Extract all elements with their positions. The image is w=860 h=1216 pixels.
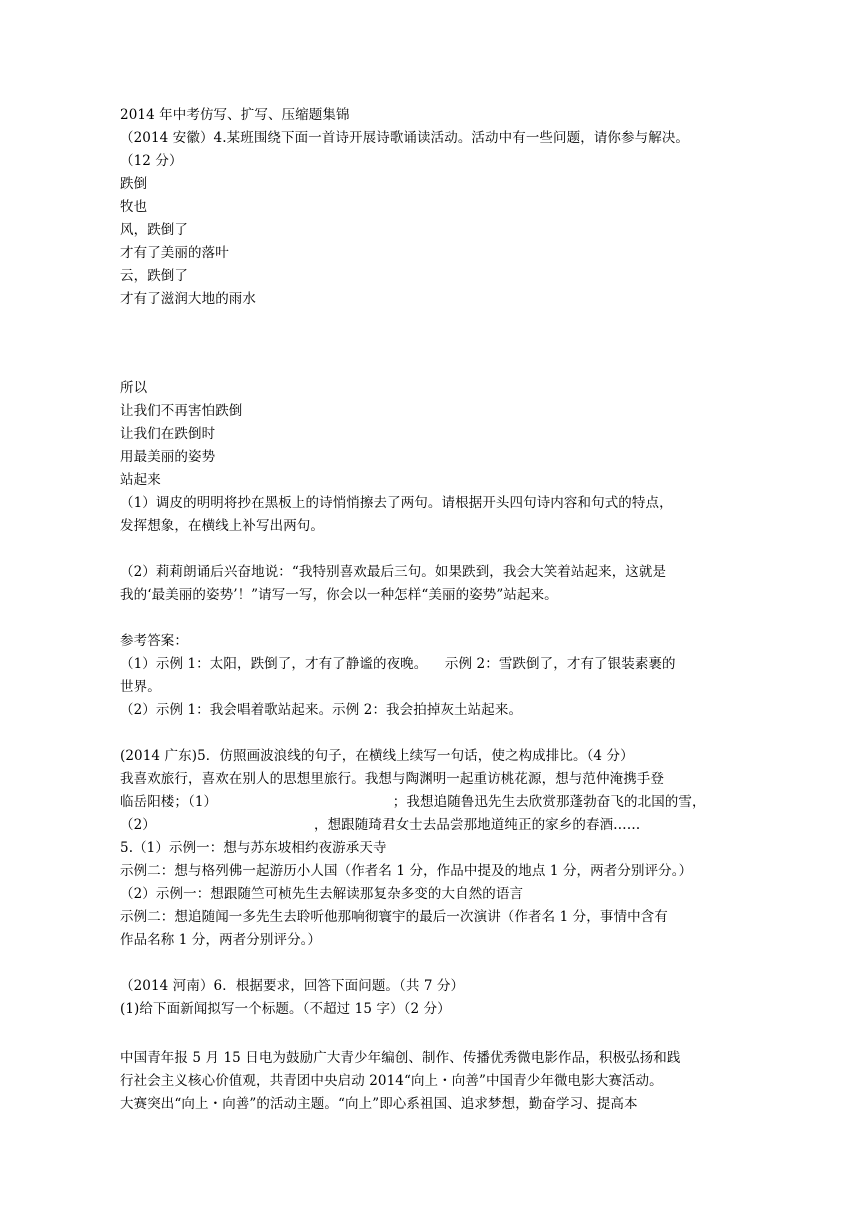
question-4-part-2-cont: 我的‘最美丽的姿势’！”请写一写，你会以一种怎样“美丽的姿势”站起来。	[120, 587, 558, 603]
question-5-blank-2: （2） ，想跟随琦君女士去品尝那地道纯正的家乡的春酒……	[120, 817, 641, 833]
question-5-header: (2014 广东)5．仿照画波浪线的句子，在横线上续写一句话，使之构成排比。（4 分）	[120, 748, 634, 764]
answer-1: （1）示例 1：太阳，跌倒了，才有了静谧的夜晚。 示例 2：雪跌倒了，才有了银装素裹的	[120, 656, 676, 672]
question-5-text: 我喜欢旅行，喜欢在别人的思想里旅行。我想与陶渊明一起重访桃花源，想与范仲淹携手登	[120, 771, 664, 787]
news-paragraph-cont: 大赛突出“向上・向善”的活动主题。“向上”即心系祖国、追求梦想，勤奋学习、提高本	[120, 1096, 638, 1112]
question-6-header: （2014 河南）6．根据要求，回答下面问题。（共 7 分）	[120, 978, 465, 994]
question-4-part-2: （2）莉莉朗诵后兴奋地说：“我特别喜欢最后三句。如果跌到，我会大笑着站起来，这就是	[120, 564, 667, 580]
poem-line: 云，跌倒了	[120, 268, 188, 284]
question-5-blank-1: 临岳阳楼；（1） ；我想追随鲁迅先生去欣赏那蓬勃奋飞的北国的雪，	[120, 794, 706, 810]
poem-line: 风，跌倒了	[120, 222, 188, 238]
news-paragraph: 中国青年报 5 月 15 日电为鼓励广大青少年编创、制作、传播优秀微电影作品，积极弘扬和践	[120, 1050, 681, 1066]
answer-5-1-example-2: 示例二：想与格列佛一起游历小人国（作者名 1 分，作品中提及的地点 1 分，两者分别评分。）	[120, 863, 693, 879]
answer-5-2-example-2-cont: 作品名称 1 分，两者分别评分。）	[120, 932, 322, 948]
answer-1-cont: 世界。	[120, 679, 161, 695]
poem-line: 所以	[120, 380, 148, 396]
poem-author: 牧也	[120, 199, 148, 215]
poem-line: 让我们在跌倒时	[120, 426, 216, 442]
answer-5-1: 5.（1）示例一：想与苏东坡相约夜游承天寺	[120, 840, 387, 856]
poem-line: 才有了滋润大地的雨水	[120, 291, 256, 307]
poem-line: 站起来	[120, 472, 161, 488]
answer-2: （2）示例 1：我会唱着歌站起来。示例 2：我会拍掉灰土站起来。	[120, 702, 523, 718]
answer-heading: 参考答案：	[120, 633, 188, 649]
poem-line: 让我们不再害怕跌倒	[120, 403, 243, 419]
answer-5-2-example-2: 示例二：想追随闻一多先生去聆听他那响彻寰宇的最后一次演讲（作者名 1 分，事情中含有	[120, 909, 668, 925]
answer-5-2: （2）示例一：想跟随竺可桢先生去解读那复杂多变的大自然的语言	[120, 886, 524, 902]
doc-title: 2014 年中考仿写、扩写、压缩题集锦	[120, 107, 350, 123]
question-4-part-1: （1）调皮的明明将抄在黑板上的诗悄悄擦去了两句。请根据开头四句诗内容和句式的特点，	[120, 495, 673, 511]
question-4-part-1-cont: 发挥想象，在横线上补写出两句。	[120, 518, 324, 534]
question-4-score: （12 分）	[120, 153, 183, 169]
poem-line: 用最美丽的姿势	[120, 449, 216, 465]
news-paragraph-cont: 行社会主义核心价值观，共青团中央启动 2014“向上・向善”中国青少年微电影大赛活动。	[120, 1073, 663, 1089]
question-6-part-1: (1)给下面新闻拟写一个标题。（不超过 15 字）（2 分）	[120, 1001, 451, 1017]
question-4-header: （2014 安徽）4.某班围绕下面一首诗开展诗歌诵读活动。活动中有一些问题，请你参与解决。	[120, 130, 690, 146]
poem-line: 才有了美丽的落叶	[120, 245, 229, 261]
poem-title: 跌倒	[120, 176, 148, 192]
